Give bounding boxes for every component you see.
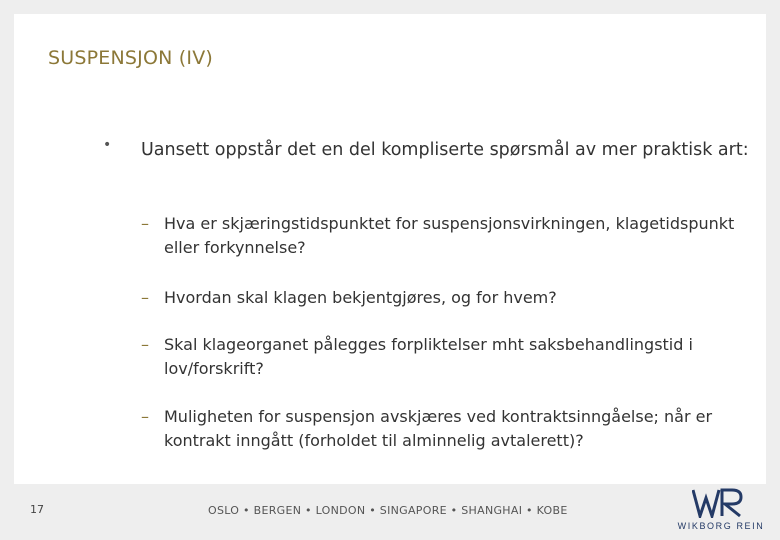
sub-point-text: Skal klageorganet pålegges forpliktelser mht saksbehandlingstid i lov/forskrift? bbox=[164, 335, 693, 378]
sub-point-text: Muligheten for suspensjon avskjæres ved kontraktsinngåelse; når er kontrakt inngått (forholdet til alminnelig avtalerett)? bbox=[164, 407, 713, 450]
sub-point bbox=[141, 333, 761, 381]
dash-icon: – bbox=[141, 407, 149, 426]
page-number: 17 bbox=[30, 503, 44, 516]
dash-icon: – bbox=[141, 214, 149, 233]
sub-point bbox=[141, 286, 761, 310]
footer-cities: OSLO • BERGEN • LONDON • SINGAPORE • SHANGHAI • KOBE bbox=[208, 504, 568, 517]
slide-title: SUSPENSJON (IV) bbox=[48, 47, 214, 69]
sub-point-text: Hvordan skal klagen bekjentgjøres, og for hvem? bbox=[164, 288, 557, 307]
sub-point-text: Hva er skjæringstidspunktet for suspensjonsvirkningen, klagetidspunkt eller forkynnelse? bbox=[164, 214, 735, 257]
logo-text: WIKBORG REIN bbox=[677, 521, 765, 531]
sub-point bbox=[141, 405, 761, 453]
wikborg-rein-logo bbox=[676, 488, 766, 534]
dash-icon: – bbox=[141, 335, 149, 354]
dash-icon: – bbox=[141, 288, 149, 307]
wr-monogram-icon bbox=[692, 488, 744, 518]
bullet-icon: • bbox=[103, 137, 112, 153]
sub-point bbox=[141, 212, 761, 260]
main-point: Uansett oppstår det en del kompliserte spørsmål av mer praktisk art: bbox=[141, 140, 749, 160]
